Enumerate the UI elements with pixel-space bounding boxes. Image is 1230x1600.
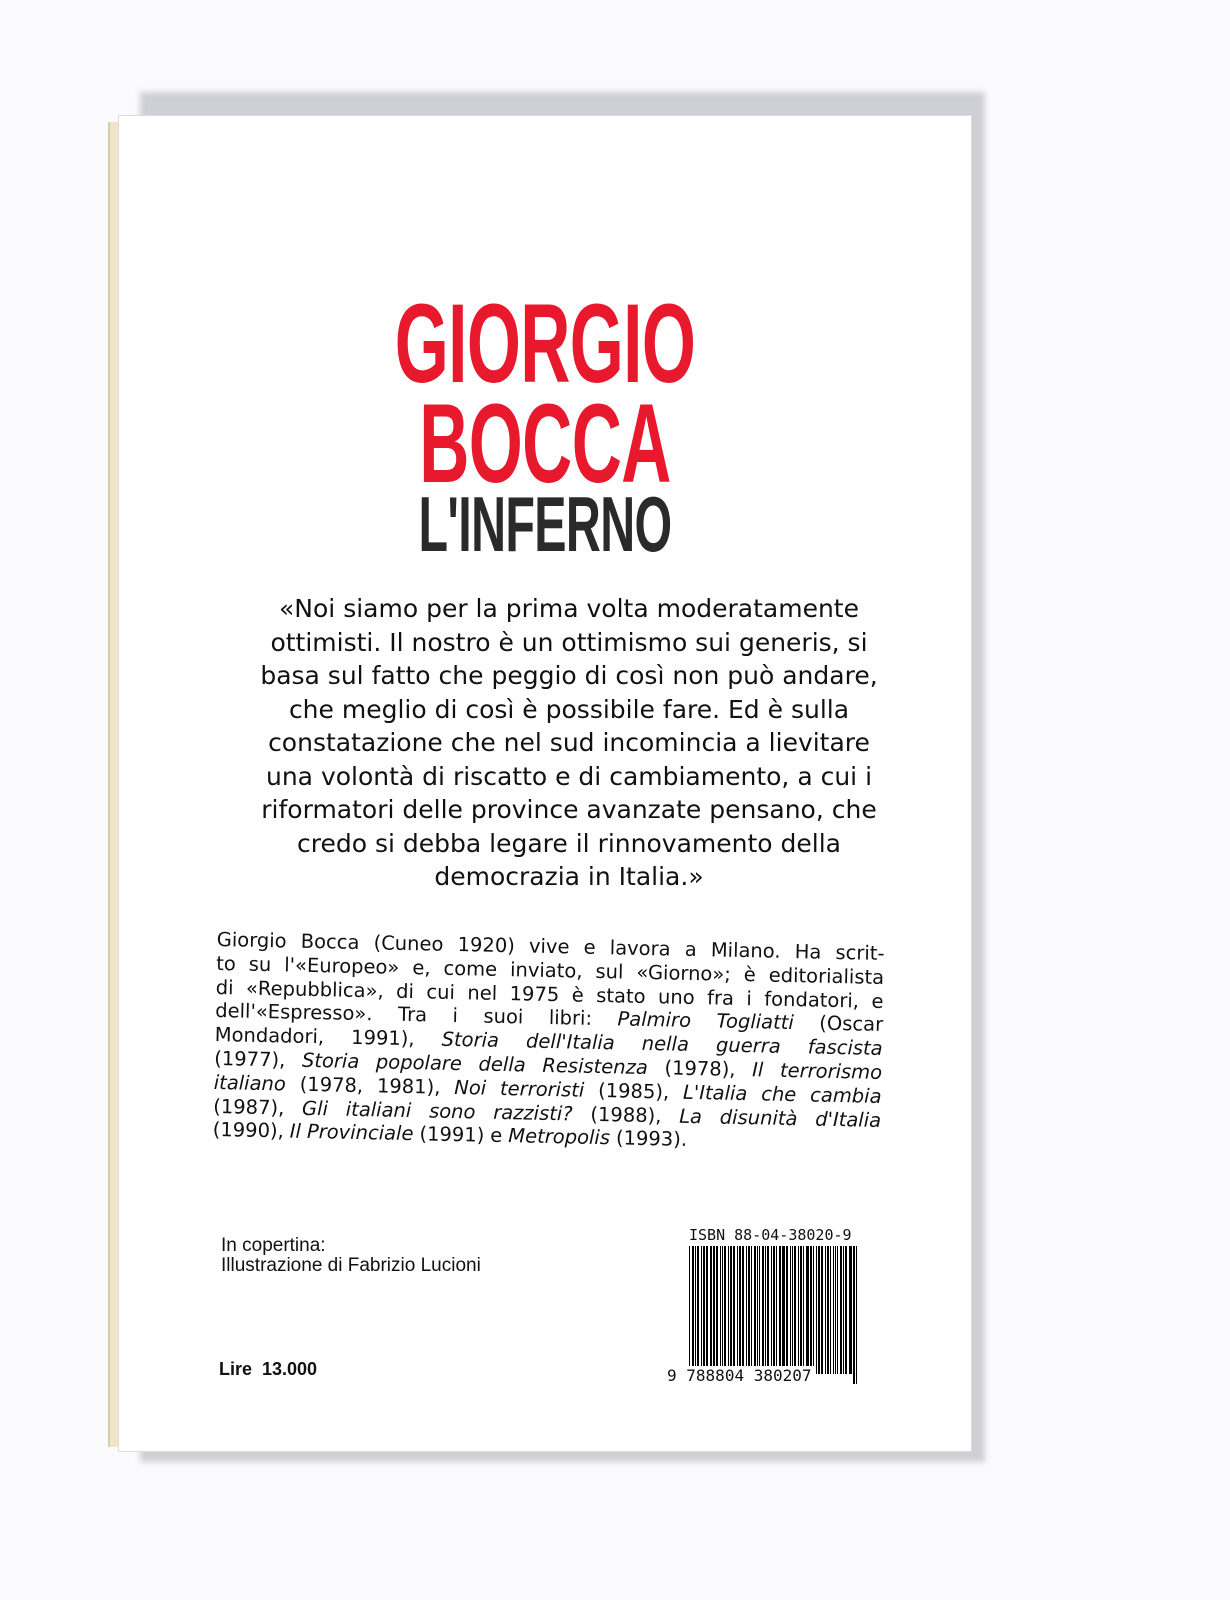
bio-text: i [452, 1004, 459, 1028]
bio-text: Tra [397, 1003, 428, 1027]
ean-number [665, 1366, 814, 1385]
barcode-bar [771, 1246, 772, 1384]
quote-line: basa sul fatto che peggio di così non può andare, [260, 661, 878, 690]
barcode-bar [701, 1246, 702, 1374]
bio-text: 1920) [457, 933, 516, 958]
barcode-bar [816, 1246, 817, 1374]
quote-line: che meglio di così è possibile fare. Ed è sulla [288, 694, 850, 724]
bio-text: su [248, 952, 272, 976]
book-title-text: dell'Italia [525, 1029, 615, 1055]
bio-text: Ha [794, 940, 822, 964]
book-title-text: fascista [807, 1035, 883, 1061]
quote-line: «Noi siamo per la prima volta moderatamente [279, 594, 859, 623]
barcode-bar [845, 1246, 847, 1374]
bio-text: dell'«Espresso». [215, 999, 373, 1026]
bio-text: «Repubblica», [245, 976, 384, 1003]
barcode-bar [833, 1246, 834, 1374]
bio-text: è [571, 983, 584, 1007]
bio-text: e [490, 1124, 503, 1148]
bio-text: (Oscar [819, 1012, 884, 1037]
cover-credit [221, 1236, 481, 1276]
bio-text: libri: [548, 1006, 593, 1031]
bio-text: l'«Europeo» [284, 953, 400, 979]
book-title-text: disunità [719, 1105, 798, 1130]
barcode-bar [689, 1246, 690, 1384]
book-title-text: Gli [301, 1096, 329, 1120]
barcode-bar [840, 1246, 842, 1374]
book-title-text: Provinciale [306, 1120, 414, 1146]
bio-text: Milano. [710, 938, 781, 963]
barcode-bar [759, 1246, 760, 1374]
price-value: 13.000 [262, 1359, 318, 1379]
bio-text: sul [595, 959, 624, 984]
barcode-bar [733, 1246, 735, 1374]
barcode-bar [748, 1246, 750, 1374]
book-title-text: Il [751, 1058, 764, 1082]
barcode-bar [776, 1246, 777, 1374]
book-title-text: nella [641, 1032, 690, 1057]
bio-text: e [583, 935, 596, 959]
barcode-bar [806, 1246, 808, 1374]
book-title-text: terrorismo [779, 1058, 883, 1084]
book-title-text: Palmiro [617, 1007, 692, 1033]
book-title-text: cambia [809, 1083, 882, 1108]
barcode-bar [849, 1246, 851, 1374]
bio-text: Giorgio [216, 928, 287, 953]
book-title-text: d'Italia [814, 1107, 882, 1132]
bio-text: fondatori, [764, 987, 860, 1013]
barcode-bar [856, 1246, 857, 1384]
bio-text: stato [595, 983, 646, 1008]
book-title-text: Togliatti [716, 1009, 795, 1035]
barcode-bar [818, 1246, 820, 1374]
barcode-bar [794, 1246, 796, 1374]
barcode-bar [790, 1246, 791, 1374]
price [219, 1359, 327, 1380]
bio-text: (1988), [590, 1102, 662, 1127]
barcode-bar [810, 1246, 812, 1374]
book-title-text: L'Italia [682, 1080, 748, 1105]
bio-text: fra [706, 985, 735, 1010]
barcode-bar [792, 1246, 793, 1374]
bio-text: e, [412, 955, 431, 980]
author-bio [213, 928, 885, 1156]
barcode-bar [773, 1246, 775, 1384]
book-title-text: Storia [441, 1027, 500, 1053]
book-title-text: Storia [301, 1048, 360, 1073]
barcode-bar [762, 1246, 764, 1374]
barcode-bar [739, 1246, 741, 1374]
bio-text: (1991) [419, 1122, 485, 1148]
book-title-text: italiano [213, 1070, 287, 1096]
barcode-bar [835, 1246, 836, 1374]
credit-text: Illustrazione di Fabrizio Lucioni [221, 1255, 481, 1276]
bio-text: è [743, 962, 757, 987]
barcode-bar [703, 1246, 705, 1374]
bio-text: e [871, 989, 884, 1013]
barcode-bar [742, 1246, 744, 1374]
barcode-bar [746, 1246, 747, 1374]
book-title-text: Metropolis [508, 1124, 611, 1150]
barcode-bar [821, 1246, 823, 1374]
barcode-bar [724, 1246, 726, 1374]
barcode-bar [754, 1246, 756, 1374]
ean-digits: 788804 380207 [686, 1366, 812, 1385]
barcode-bar [757, 1246, 759, 1374]
bio-text: 1981), [376, 1074, 441, 1099]
bio-text: 1991), [350, 1026, 415, 1051]
bio-text: to [216, 951, 237, 976]
bio-text: a [684, 937, 697, 962]
price-label: Lire [219, 1359, 253, 1379]
bio-text: Bocca [300, 929, 360, 954]
bio-text: di [395, 979, 415, 1003]
barcode-bar [722, 1246, 723, 1374]
book-title-text: Resistenza [542, 1053, 649, 1080]
barcode-bar [728, 1246, 729, 1374]
bio-text: i [746, 986, 753, 1010]
barcode-bar [853, 1246, 855, 1384]
barcode-bar [716, 1246, 718, 1374]
barcode-bar [800, 1246, 802, 1374]
quote-line: democrazia in Italia.» [434, 862, 704, 891]
bio-text: scrit- [835, 940, 885, 965]
quote-line: constatazione che nel sud incomincia a lievitare [268, 728, 870, 757]
bio-text: lavora [609, 936, 671, 961]
barcode-bar [697, 1246, 699, 1374]
book-back-cover [118, 115, 972, 1452]
barcode-bar [827, 1246, 829, 1374]
bio-text: (1993). [615, 1126, 688, 1152]
book-title-text: guerra [715, 1033, 781, 1059]
quote-line: riformatori delle province avanzate pensano, che [261, 795, 877, 824]
book-title-text: che [761, 1082, 797, 1106]
bio-text: suoi [483, 1004, 524, 1029]
quote-line: una volontà di riscatto e di cambiamento, a cui i [265, 761, 873, 791]
bio-text: cui [426, 979, 456, 1004]
barcode [689, 1246, 859, 1386]
book-title-text: Noi [454, 1075, 487, 1100]
barcode-bar [813, 1246, 814, 1374]
credit-label: In copertina: [221, 1235, 326, 1256]
book-title-text: terroristi [499, 1076, 585, 1102]
ean-first-digit: 9 [667, 1366, 677, 1385]
barcode-bar [706, 1246, 708, 1374]
book-title-text: La [678, 1104, 703, 1128]
bio-text: uno [657, 984, 695, 1009]
barcode-bar [713, 1246, 715, 1374]
bio-text: (Cuneo [373, 931, 444, 956]
barcode-bar [765, 1246, 767, 1374]
barcode-bar [730, 1246, 732, 1374]
barcode-bar [720, 1246, 721, 1374]
bio-text: (1990), [212, 1118, 285, 1143]
bio-text: come [443, 956, 498, 981]
barcode-bar [782, 1246, 784, 1374]
barcode-bar [843, 1246, 844, 1374]
author-last-name: BOCCA [419, 381, 671, 506]
barcode-bar [837, 1246, 839, 1374]
bio-text: (1987), [213, 1094, 285, 1120]
book-title-text: italiani [345, 1097, 412, 1122]
bio-text: (1978), [664, 1056, 736, 1081]
book-title-text: Il [289, 1119, 302, 1144]
bio-text: Mondadori, [214, 1023, 325, 1049]
barcode-bar [825, 1246, 826, 1374]
bio-text: (1985), [597, 1078, 670, 1104]
barcode-bar [830, 1246, 831, 1374]
barcode-bar [767, 1246, 769, 1374]
barcode-bar [779, 1246, 781, 1374]
book-title-text: popolare [375, 1050, 463, 1076]
bio-text: di [215, 975, 234, 999]
barcode-bar [710, 1246, 712, 1374]
barcode-bar [751, 1246, 752, 1374]
barcode-bar [786, 1246, 788, 1374]
bio-text: vive [528, 934, 570, 959]
barcode-bar [798, 1246, 800, 1374]
quote-line: ottimisti. Il nostro è un ottimismo sui generis, si [270, 627, 868, 657]
quote-line: credo si debba legare il rinnovamento della [297, 828, 841, 858]
bio-text: nel [467, 980, 498, 1005]
blurb-quote [229, 592, 909, 894]
author-first-name: GIORGIO [394, 281, 696, 406]
isbn: ISBN 88-04-38020-9 [689, 1226, 852, 1244]
book-title-text: della [478, 1052, 526, 1077]
barcode-bar [692, 1246, 694, 1384]
bio-text: editorialista [768, 963, 885, 989]
book-title: L'INFERNO [418, 480, 672, 568]
book-title-text: sono [428, 1099, 476, 1124]
barcode-bar [803, 1246, 805, 1374]
bio-text: inviato, [509, 957, 583, 983]
barcode-bar [695, 1246, 696, 1374]
bio-text: «Giorno»; [636, 960, 732, 986]
bio-text: (1978, [299, 1072, 364, 1097]
bio-text: 1975 [509, 981, 560, 1006]
book-title-text: razzisti? [492, 1100, 573, 1126]
bio-text: (1977), [214, 1046, 286, 1072]
barcode-bar [737, 1246, 738, 1374]
